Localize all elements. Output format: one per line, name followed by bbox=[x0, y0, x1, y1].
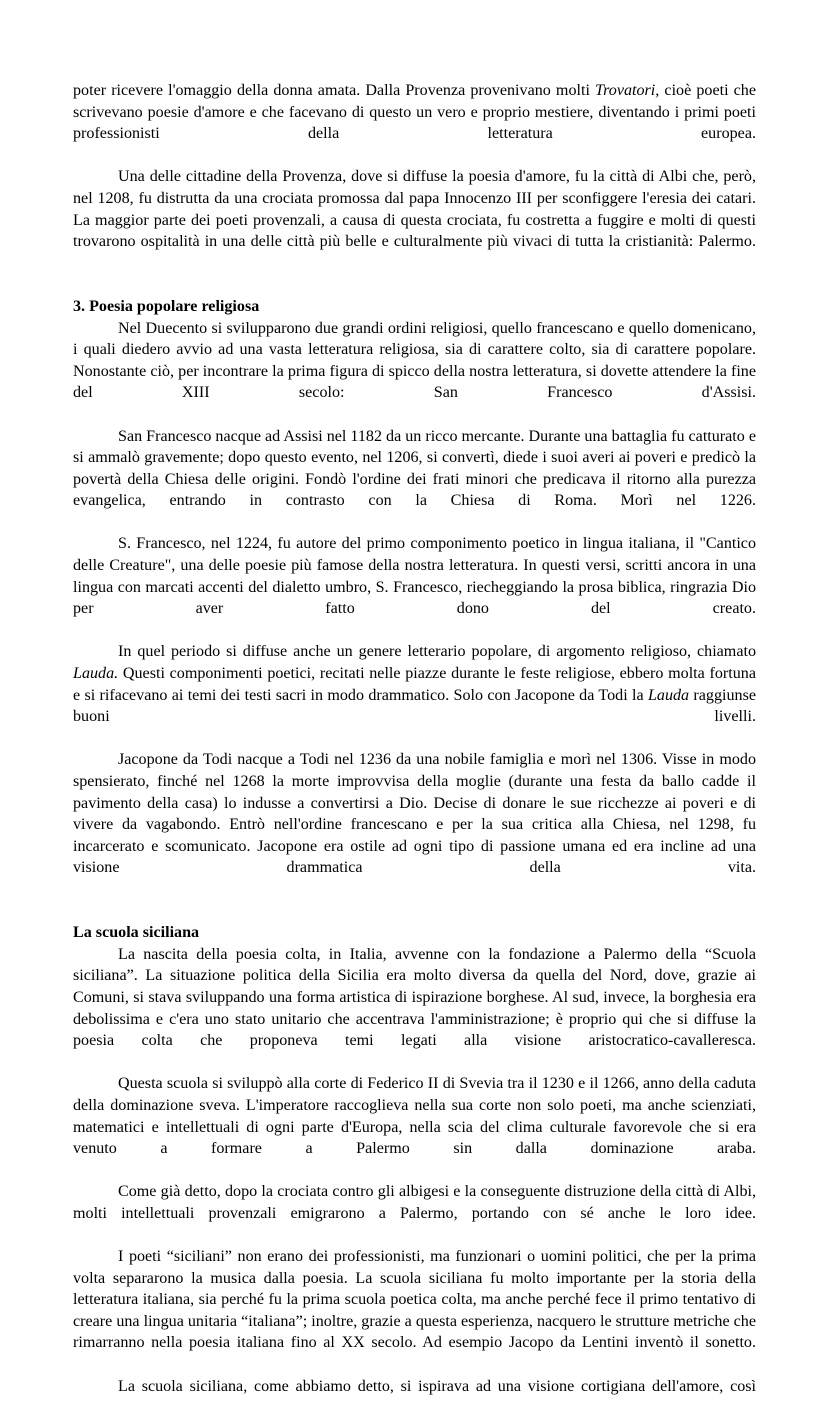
body-paragraph bbox=[73, 1376, 756, 1419]
body-paragraph bbox=[73, 641, 756, 749]
body-paragraph bbox=[73, 944, 756, 1074]
section-heading: La scuola siciliana bbox=[73, 924, 200, 942]
italic-text-run: Lauda. bbox=[73, 665, 119, 683]
text-run: San Francesco nacque ad Assisi nel 1182 da un ricco mercante. Durante una battaglia fu catturato e si ammalò gravemente; dopo questo evento, nel 1206, si convertì, diede i suoi averi ai poveri e predicò la povertà della Chiesa delle origini. Fondò l'ordine dei frati minori che predicava il ritorno alla purezza evangelica, entrando in contrasto con la Chiesa di Roma. Morì nel 1226. bbox=[73, 427, 756, 510]
paragraph-spacer bbox=[73, 901, 756, 923]
text-run: Nel Duecento si svilupparono due grandi ordini religiosi, quello francescano e quello domenicano, i quali diedero avvio ad una vasta letteratura religiosa, sia di carattere colto, sia di carattere popolare. Nonostante ciò, per incontrare la prima figura di spicco della nostra letteratura, si dovette attendere la fine del XIII secolo: San Francesco d'Assisi. bbox=[73, 319, 756, 402]
section-heading: 3. Poesia popolare religiosa bbox=[73, 297, 260, 315]
text-run: Jacopone da Todi nacque a Todi nel 1236 da una nobile famiglia e morì nel 1306. Visse in modo spensierato, finché nel 1268 la morte improvvisa della moglie (durante una festa da ballo cadde il pavimento della casa) lo indusse a convertirsi a Dio. Decise di donare le sue ricchezze ai poveri e di vivere da vagabondo. Entrò nell'ordine francescano e per la sua critica alla Chiesa, nel 1298, fu incarcerato e scomunicato. Jacopone era ostile ad ogni tipo di passione umana ed era incline ad una visione drammatica della vita. bbox=[73, 751, 756, 877]
text-run: S. Francesco, nel 1224, fu autore del primo componimento poetico in lingua italiana, il "Cantico delle Creature", una delle poesie più famose della nostra letteratura. In questi versi, scritti ancora in una lingua con marcati accenti del dialetto umbro, S. Francesco, riecheggiando la prosa biblica, ringrazia Dio per aver fatto dono del creato. bbox=[73, 535, 756, 618]
body-paragraph bbox=[73, 426, 756, 534]
text-run: Una delle cittadine della Provenza, dove si diffuse la poesia d'amore, fu la città di Albi che, però, nel 1208, fu distrutta da una crociata promossa dal papa Innocenzo III per sconfiggere l'eresia dei catari. La maggior parte dei poeti provenzali, a causa di questa crociata, fu costretta a fuggire e molti di questi trovarono ospitalità in una delle città più belle e culturalmente più vivaci di tutta la cristianità: Palermo. bbox=[73, 168, 756, 251]
text-run: Questi componimenti poetici, recitati nelle piazze durante le feste religiose, ebbero molta fortuna e si rifacevano ai temi dei testi sacri in modo drammatico. Solo con Jacopone da Todi la bbox=[73, 665, 756, 704]
body-paragraph bbox=[73, 1073, 756, 1181]
body-paragraph bbox=[73, 749, 756, 900]
text-run: poter ricevere l'omaggio della donna amata. Dalla Provenza provenivano molti bbox=[73, 82, 596, 99]
body-paragraph bbox=[73, 318, 756, 426]
body-paragraph bbox=[73, 80, 756, 166]
text-run: In quel periodo si diffuse anche un genere letterario popolare, di argomento religioso, chiamato bbox=[118, 643, 756, 661]
body-paragraph bbox=[73, 1246, 756, 1376]
paragraph-spacer bbox=[73, 274, 756, 296]
text-run: La scuola siciliana, come abbiamo detto, si ispirava ad una visione cortigiana dell'amore, così bbox=[118, 1377, 756, 1395]
text-run: raggiunse buoni livelli. bbox=[73, 686, 756, 726]
text-run: I poeti “siciliani” non erano dei professionisti, ma funzionari o uomini politici, che per la prima volta separarono la musica dalla poesia. La scuola siciliana fu molto importante per la storia della letteratura italiana, sia perché fu la prima scuola poetica colta, ma anche perché fece il primo tentativo di creare una lingua unitaria “italiana”; inoltre, grazie a questa esperienza, nacquero le strutture metriche che rimarranno nella poesia italiana fino al XX secolo. Ad esempio Jacopo da Lentini inventò il sonetto. bbox=[73, 1248, 756, 1352]
text-run: cioè poeti che scrivevano poesie d'amore e che facevano di questo un vero e proprio mestiere, diventando i primi poeti professionisti della letteratura europea. bbox=[73, 82, 756, 143]
text-run: Questa scuola si sviluppò alla corte di Federico II di Svevia tra il 1230 e il 1266, anno della caduta della dominazione sveva. L'imperatore raccoglieva nella sua corte non solo poeti, ma anche scienziati, matematici e intellettuali di ogni parte d'Europa, nella scia del clima culturale favorevole che si era venuto a formare a Palermo sin dalla dominazione araba. bbox=[73, 1075, 756, 1158]
body-paragraph bbox=[73, 166, 756, 274]
text-run: Come già detto, dopo la crociata contro gli albigesi e la conseguente distruzione della città di Albi, molti intellettuali provenzali emigrarono a Palermo, portando con sé anche le loro idee. bbox=[73, 1183, 756, 1222]
body-paragraph bbox=[73, 533, 756, 641]
italic-text-run: Trovatori, bbox=[595, 82, 660, 99]
text-run: La nascita della poesia colta, in Italia, avvenne con la fondazione a Palermo della “Scuola siciliana”. La situazione politica della Sicilia era molto diversa da quella del Nord, dove, grazie ai Comuni, si stava sviluppando una forma artistica di ispirazione borghese. Al sud, invece, la borghesia era debolissima e c'era uno stato unitario che accentrava l'amministrazione; è proprio qui che si diffuse la poesia colta che proponeva temi legati alla visione aristocratico-cavalleresca. bbox=[73, 945, 756, 1050]
document-body bbox=[73, 80, 756, 1419]
italic-text-run: Lauda bbox=[647, 686, 690, 704]
body-paragraph bbox=[73, 1181, 756, 1246]
